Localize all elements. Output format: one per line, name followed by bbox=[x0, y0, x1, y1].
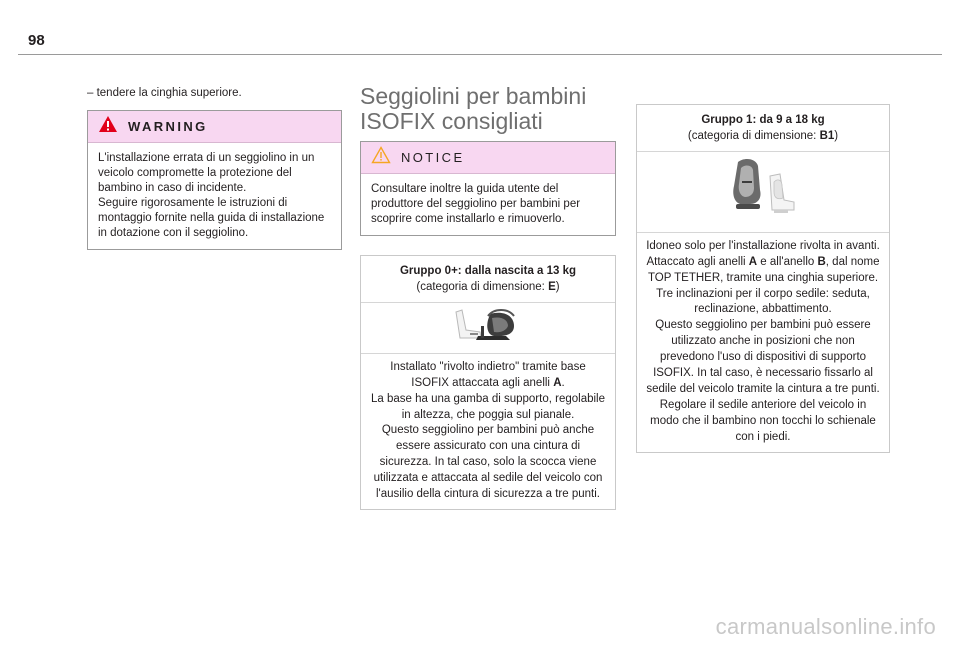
warning-line: L'installazione errata di un seggiolino in un bbox=[98, 152, 315, 164]
group0-title: Gruppo 0+: dalla nascita a 13 kg bbox=[399, 265, 577, 277]
group0-line: sicurezza. In tal caso, solo la scocca viene bbox=[379, 456, 597, 469]
warning-line: veicolo compromette la protezione del bbox=[98, 167, 292, 179]
notice-box bbox=[360, 141, 616, 236]
group0-line: in altezza, che poggia sul pianale. bbox=[401, 408, 575, 421]
group1-card bbox=[636, 104, 890, 453]
forward-facing-seat-icon bbox=[728, 156, 798, 228]
warning-body bbox=[88, 143, 341, 249]
warning-title: WARNING bbox=[128, 119, 208, 134]
warning-line: Seguire rigorosamente le istruzioni di bbox=[98, 197, 288, 209]
group1-line: utilizzato anche in posizioni che non bbox=[671, 335, 855, 348]
group1-size-code: B1 bbox=[819, 129, 835, 142]
warning-header bbox=[88, 111, 341, 143]
group1-line: Questo seggiolino per bambini può essere bbox=[655, 319, 871, 332]
group1-line: con i piedi. bbox=[735, 430, 791, 443]
group1-header bbox=[637, 105, 889, 152]
group1-title: Gruppo 1: da 9 a 18 kg bbox=[701, 114, 825, 126]
group0-subtitle-prefix: (categoria di dimensione: bbox=[416, 280, 549, 293]
group1-subtitle-prefix: (categoria di dimensione: bbox=[687, 129, 820, 142]
page-number: 98 bbox=[28, 32, 45, 49]
group1-line: reclinazione, abbattimento. bbox=[694, 303, 832, 316]
section-title bbox=[360, 84, 586, 134]
notice-header bbox=[361, 142, 615, 174]
watermark: carmanualsonline.info bbox=[715, 614, 936, 639]
notice-triangle-icon bbox=[371, 146, 391, 169]
group1-line: TOP TETHER, tramite una cinghia superiore. bbox=[647, 271, 879, 284]
warning-line: in dotazione con il seggiolino. bbox=[98, 227, 249, 239]
group1-line: modo che il bambino non tocchi lo schienale bbox=[650, 414, 876, 427]
group0-image bbox=[361, 303, 615, 354]
bullet-text: – tendere la cinghia superiore. bbox=[87, 87, 242, 99]
warning-triangle-icon bbox=[98, 115, 118, 138]
group1-line: Idoneo solo per l'installazione rivolta in avanti. bbox=[646, 239, 880, 252]
rear-facing-seat-icon bbox=[448, 306, 528, 350]
group0-line: ISOFIX attaccata agli anelli A. bbox=[411, 376, 565, 389]
group0-line: La base ha una gamba di supporto, regolabile bbox=[370, 392, 605, 405]
group0-subtitle-suffix: ) bbox=[555, 280, 560, 293]
group1-line: sedile del veicolo tramite la cintura a tre punti. bbox=[646, 382, 880, 395]
group1-body bbox=[637, 233, 889, 452]
notice-line: scoprire come installarlo e rimuoverlo. bbox=[371, 213, 565, 225]
notice-line: Consultare inoltre la guida utente del bbox=[371, 183, 559, 195]
section-title-line2: ISOFIX consigliati bbox=[360, 108, 543, 134]
group0-card bbox=[360, 255, 616, 510]
notice-body bbox=[361, 174, 615, 235]
group0-header bbox=[361, 256, 615, 303]
group1-image bbox=[637, 152, 889, 233]
group0-line: l'ausilio della cintura di sicurezza a tre punti. bbox=[375, 488, 600, 501]
group1-line: prevedono l'uso di dispositivi di supporto bbox=[659, 351, 867, 364]
group1-subtitle bbox=[643, 129, 883, 145]
warning-box bbox=[87, 110, 342, 250]
notice-line: produttore del seggiolino per bambini per bbox=[371, 198, 581, 210]
top-rule bbox=[18, 54, 942, 55]
group1-line: Tre inclinazioni per il corpo sedile: seduta, bbox=[656, 287, 870, 300]
notice-title: NOTICE bbox=[401, 150, 465, 165]
section-title-line1: Seggiolini per bambini bbox=[360, 83, 587, 109]
group0-body bbox=[361, 354, 615, 509]
group1-line: Attaccato agli anelli A e all'anello B, dal nome bbox=[646, 255, 880, 268]
group0-line: Questo seggiolino per bambini può anche bbox=[381, 424, 595, 437]
group0-subtitle bbox=[367, 280, 609, 296]
group0-size-code: E bbox=[548, 280, 556, 293]
warning-line: bambino in caso di incidente. bbox=[98, 182, 247, 194]
group1-line: Regolare il sedile anteriore del veicolo in bbox=[659, 398, 867, 411]
group0-line: essere assicurato con una cintura di bbox=[395, 440, 581, 453]
group0-line: Installato "rivolto indietro" tramite base bbox=[390, 360, 586, 373]
group1-line: ISOFIX. In tal caso, è necessario fissarlo al bbox=[653, 367, 873, 380]
warning-line: montaggio fornite nella guida di installazione bbox=[98, 212, 325, 224]
group0-line: utilizzata e attaccata al sedile del veicolo con bbox=[373, 472, 603, 485]
group1-subtitle-suffix: ) bbox=[834, 129, 839, 142]
